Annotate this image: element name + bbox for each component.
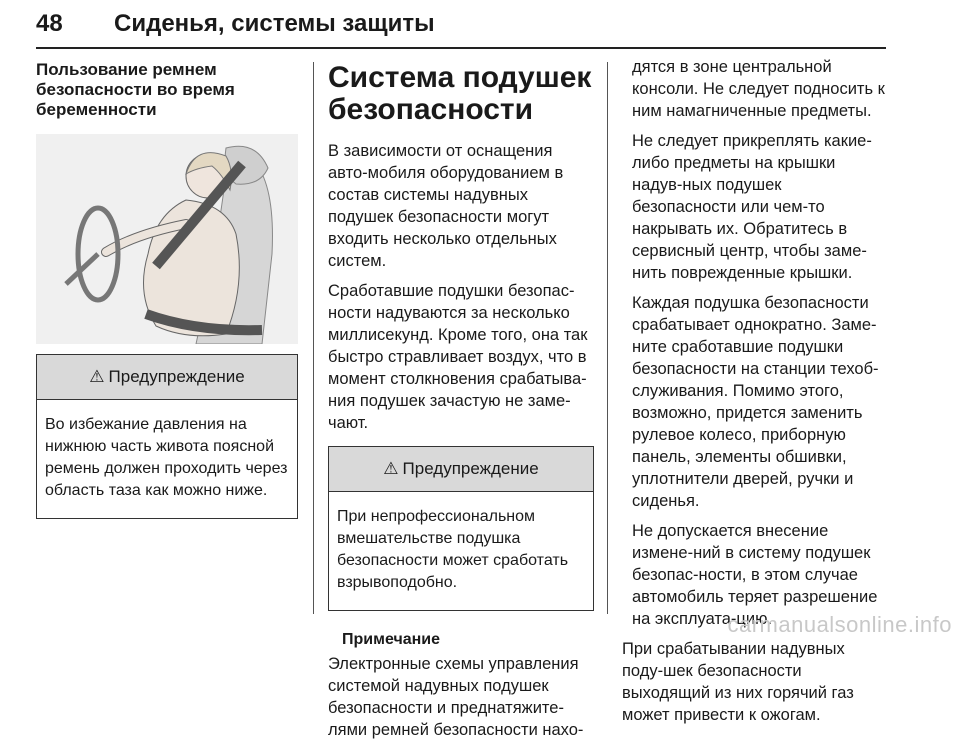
watermark: carmanualsonline.info — [727, 612, 952, 637]
column-divider — [607, 62, 608, 614]
paragraph: Не следует прикреплять какие-либо предметы на крышки надув-ных подушек безопасности или чем-то накрывать их. Обратитесь в сервисный центр, чтобы заме-нить поврежденные крышки. — [632, 132, 872, 282]
warning-text: Во избежание давления на нижнюю часть живота поясной ремень должен проходить через область таза как можно ниже. — [45, 416, 288, 499]
page-header — [36, 10, 886, 42]
middle-column — [328, 56, 594, 749]
warning-title: Предупреждение — [108, 367, 245, 386]
page-number: 48 — [36, 10, 63, 37]
warning-triangle-icon: ⚠ — [383, 459, 399, 478]
warning-header — [37, 355, 297, 400]
note-text: Электронные схемы управления системой надувных подушек безопасности и преднатяжите-лями ремней безопасности нахо- — [328, 655, 584, 739]
pregnant-seatbelt-illustration — [36, 134, 298, 344]
warning-text: При непрофессиональном вмешательстве подушка безопасности может сработать взрывоподобно. — [337, 508, 569, 591]
pregnancy-warning-box — [36, 354, 298, 519]
note-title: Примечание — [342, 631, 441, 648]
paragraph: дятся в зоне центральной консоли. Не следует подносить к ним намагниченные предметы. — [632, 58, 885, 120]
left-column — [36, 56, 298, 519]
warning-triangle-icon: ⚠ — [89, 367, 105, 386]
paragraph: В зависимости от оснащения авто-мобиля оборудованием в состав системы надувных подушек безопасности могут входить несколько отдельных систем. — [328, 142, 564, 270]
warning-header — [329, 447, 593, 492]
airbag-warning-box — [328, 446, 594, 611]
paragraph: Каждая подушка безопасности срабатывает однократно. Заме-ните сработавшие подушки безопасности на станции техоб-служивания. Помимо этого, возможно, придется заменить рулевое колесо, приборную панель, элементы обшивки, уплотнители дверей, ручки и сиденья. — [632, 294, 879, 510]
paragraph: Сработавшие подушки безопас-ности надуваются за несколько миллисекунд. Кроме того, она так быстро стравливает воздух, что в момент столкновения срабатыва-ния подушек зачастую не заме-чают. — [328, 282, 588, 432]
warning-title: Предупреждение — [402, 459, 539, 478]
column-divider — [313, 62, 314, 614]
paragraph: При срабатывании надувных поду-шек безопасности выходящий из них горячий газ может привести к ожогам. — [622, 640, 854, 724]
header-rule — [36, 47, 886, 49]
airbag-system-heading: Система подушек безопасности — [328, 61, 592, 126]
illustration-drawing — [36, 134, 298, 344]
note-continuation — [622, 56, 890, 630]
pregnancy-seatbelt-subheading: Пользование ремнем безопасности во время беременности — [36, 60, 235, 119]
section-title: Сиденья, системы защиты — [114, 10, 435, 37]
paragraph: Не допускается внесение измене-ний в систему подушек безопас-ности, в этом случае автомобиль теряет разрешение на эксплуата-цию. — [632, 522, 878, 628]
